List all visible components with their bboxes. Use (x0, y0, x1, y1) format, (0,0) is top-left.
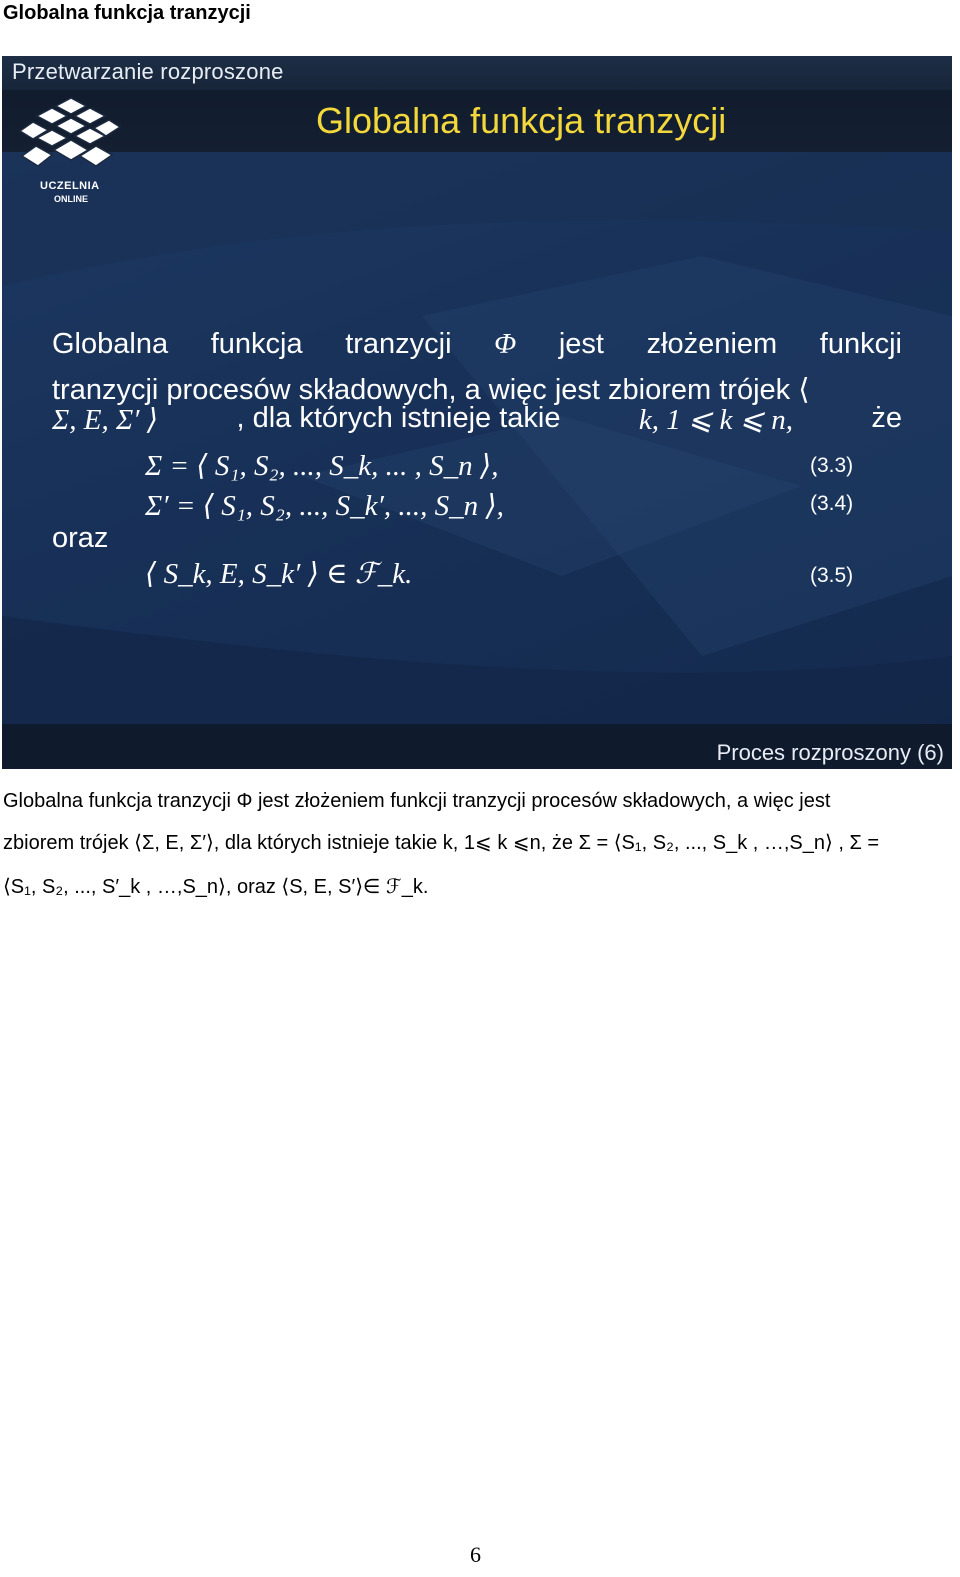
body-text-line3: ⟨S₁, S₂, ..., S′_k , …,S_n⟩, oraz ⟨S, E, S′⟩∈ ℱ_k. (3, 876, 429, 898)
equation-number-3-4: (3.4) (810, 492, 854, 515)
text: że (871, 402, 902, 434)
word: tranzycji (345, 328, 452, 360)
equation-number-3-3: (3.3) (810, 454, 854, 477)
phi-symbol: Φ (494, 328, 517, 360)
slide-title: Globalna funkcja tranzycji (316, 100, 727, 141)
equation-3-5: ⟨ S_k, E, S_k′ ⟩ ∈ ℱ_k. (145, 558, 413, 590)
range-math: k, 1 ⩽ k ⩽ n, (638, 404, 793, 436)
word: funkcja (210, 328, 303, 360)
page-heading: Globalna funkcja tranzycji (3, 2, 251, 24)
text: , dla których istnieje takie (236, 402, 561, 434)
word: Globalna (52, 328, 169, 360)
word: funkcji (819, 328, 902, 360)
logo-text-uczelnia: UCZELNIA (40, 180, 100, 192)
word: jest (558, 328, 604, 360)
equation-3-3: Σ = ⟨ S₁, S₂, ..., S_k, ... , S_n ⟩, (145, 450, 499, 482)
body-text-line2: zbiorem trójek ⟨Σ, E, Σ′⟩, dla których istnieje takie k, 1⩽ k ⩽n, że Σ = ⟨S₁, S₂, ..., S_k , …,S_n⟩ , Σ = (3, 832, 880, 854)
word: złożeniem (646, 328, 778, 360)
slide (2, 56, 952, 769)
equation-3-4: Σ′ = ⟨ S₁, S₂, ..., S_k′, ..., S_n ⟩, (145, 490, 504, 522)
slide-footer-text: Proces rozproszony (6) (716, 740, 944, 765)
equation-number-3-5: (3.5) (810, 564, 854, 587)
slide-header-text: Przetwarzanie rozproszone (12, 59, 284, 84)
oraz-label: oraz (52, 522, 109, 554)
slide-paragraph-line3 (52, 402, 902, 437)
slide-paragraph-line2: tranzycji procesów składowych, a więc jest zbiorem trójek ⟨ (52, 374, 810, 406)
logo-text-online: ONLINE (54, 194, 89, 204)
body-text-line1: Globalna funkcja tranzycji Φ jest złożeniem funkcji tranzycji procesów składowych, a więc jest (3, 790, 831, 812)
triple-math: Σ, E, Σ′ ⟩ (52, 404, 159, 436)
page-number: 6 (470, 1542, 481, 1567)
slide-paragraph-line1 (52, 328, 902, 361)
